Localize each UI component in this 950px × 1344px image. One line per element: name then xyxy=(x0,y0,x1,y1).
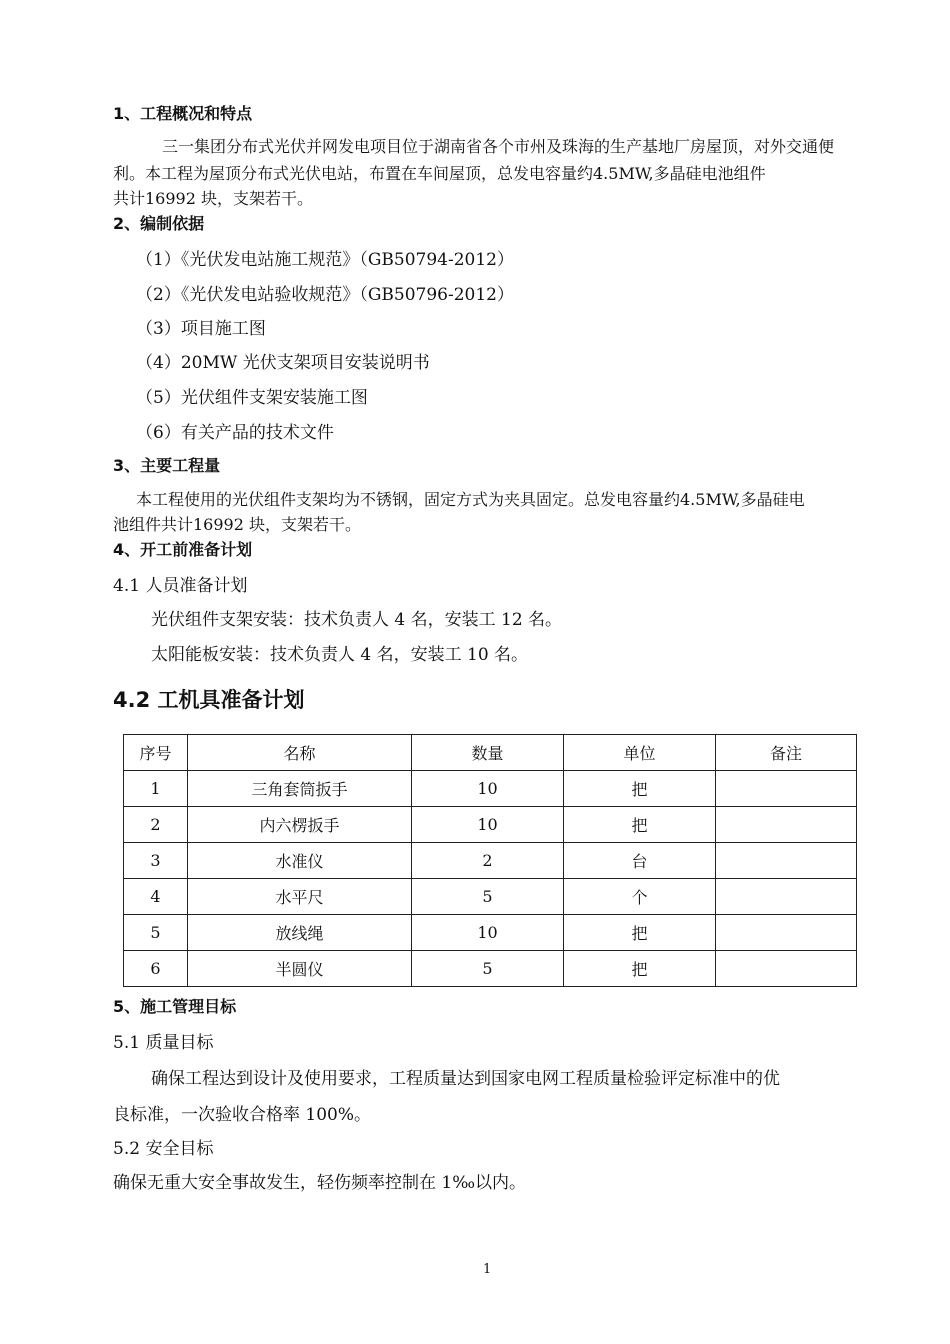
subsection-4-2-heading: 4.2 工机具准备计划 xyxy=(113,688,305,712)
table-cell: 5 xyxy=(412,951,564,987)
section-4-heading: 4、开工前准备计划 xyxy=(113,540,253,559)
table-cell: 把 xyxy=(564,807,716,843)
table-row xyxy=(124,771,857,807)
table-cell: 三角套筒扳手 xyxy=(188,771,412,807)
table-cell xyxy=(716,879,857,915)
table-cell xyxy=(716,915,857,951)
table-cell: 5 xyxy=(124,915,188,951)
table-row xyxy=(124,915,857,951)
table-cell: 把 xyxy=(564,915,716,951)
safety-paragraph: 确保无重大安全事故发生，轻伤频率控制在 1‰以内。 xyxy=(113,1173,527,1193)
table-cell: 3 xyxy=(124,843,188,879)
table-cell xyxy=(716,807,857,843)
table-header-cell: 数量 xyxy=(412,735,564,771)
basis-item: （2）《光伏发电站验收规范》（GB50796-2012） xyxy=(136,285,514,305)
table-cell xyxy=(716,843,857,879)
table-cell: 放线绳 xyxy=(188,915,412,951)
basis-item: （4）20MW 光伏支架项目安装说明书 xyxy=(136,353,430,373)
page-number: 1 xyxy=(483,1262,492,1277)
basis-item: （6）有关产品的技术文件 xyxy=(136,423,334,443)
table-header-cell: 名称 xyxy=(188,735,412,771)
table-header-row xyxy=(124,735,857,771)
table-cell: 内六楞扳手 xyxy=(188,807,412,843)
table-cell: 6 xyxy=(124,951,188,987)
quality-paragraph-line-1: 确保工程达到设计及使用要求，工程质量达到国家电网工程质量检验评定标准中的优 xyxy=(151,1069,780,1089)
tools-table xyxy=(123,734,857,987)
table-cell: 5 xyxy=(412,879,564,915)
basis-item: （1）《光伏发电站施工规范》（GB50794-2012） xyxy=(136,250,514,270)
table-row xyxy=(124,951,857,987)
section-3-heading: 3、主要工程量 xyxy=(113,456,221,475)
section-1-paragraph-line-1: 三一集团分布式光伏并网发电项目位于湖南省各个市州及珠海的生产基地厂房屋顶，对外交通便 xyxy=(162,137,835,156)
staff-line: 太阳能板安装：技术负责人 4 名，安装工 10 名。 xyxy=(151,645,529,665)
section-1-heading: 1、工程概况和特点 xyxy=(113,104,253,123)
table-cell: 个 xyxy=(564,879,716,915)
basis-item: （3）项目施工图 xyxy=(136,319,266,339)
table-cell: 把 xyxy=(564,951,716,987)
table-row xyxy=(124,807,857,843)
table-cell: 水准仪 xyxy=(188,843,412,879)
section-2-heading: 2、编制依据 xyxy=(113,214,205,233)
subsection-5-2-heading: 5.2 安全目标 xyxy=(113,1139,214,1159)
section-1-paragraph-line-3: 共计16992 块，支架若干。 xyxy=(113,189,313,208)
basis-item: （5）光伏组件支架安装施工图 xyxy=(136,388,368,408)
staff-line: 光伏组件支架安装：技术负责人 4 名，安装工 12 名。 xyxy=(151,610,563,630)
table-cell: 台 xyxy=(564,843,716,879)
subsection-5-1-heading: 5.1 质量目标 xyxy=(113,1033,214,1053)
quality-paragraph-line-2: 良标准，一次验收合格率 100%。 xyxy=(113,1105,372,1125)
section-3-paragraph-line-2: 池组件共计16992 块，支架若干。 xyxy=(113,515,361,534)
table-cell: 水平尺 xyxy=(188,879,412,915)
table-header-cell: 单位 xyxy=(564,735,716,771)
table-cell xyxy=(716,771,857,807)
table-cell: 2 xyxy=(412,843,564,879)
table-header-cell: 备注 xyxy=(716,735,857,771)
table-cell: 1 xyxy=(124,771,188,807)
section-5-heading: 5、施工管理目标 xyxy=(113,997,237,1016)
table-cell: 4 xyxy=(124,879,188,915)
table-cell: 10 xyxy=(412,915,564,951)
table-cell: 半圆仪 xyxy=(188,951,412,987)
table-cell: 10 xyxy=(412,807,564,843)
table-cell xyxy=(716,951,857,987)
table-row xyxy=(124,879,857,915)
section-1-paragraph-line-2: 利。本工程为屋顶分布式光伏电站，布置在车间屋顶，总发电容量约4.5MW,多晶硅电池组件 xyxy=(113,164,766,183)
table-cell: 10 xyxy=(412,771,564,807)
table-cell: 2 xyxy=(124,807,188,843)
table-row xyxy=(124,843,857,879)
subsection-4-1-heading: 4.1 人员准备计划 xyxy=(113,576,248,596)
section-3-paragraph-line-1: 本工程使用的光伏组件支架均为不锈钢，固定方式为夹具固定。总发电容量约4.5MW,多晶硅电 xyxy=(136,490,805,509)
table-header-cell: 序号 xyxy=(124,735,188,771)
table-cell: 把 xyxy=(564,771,716,807)
